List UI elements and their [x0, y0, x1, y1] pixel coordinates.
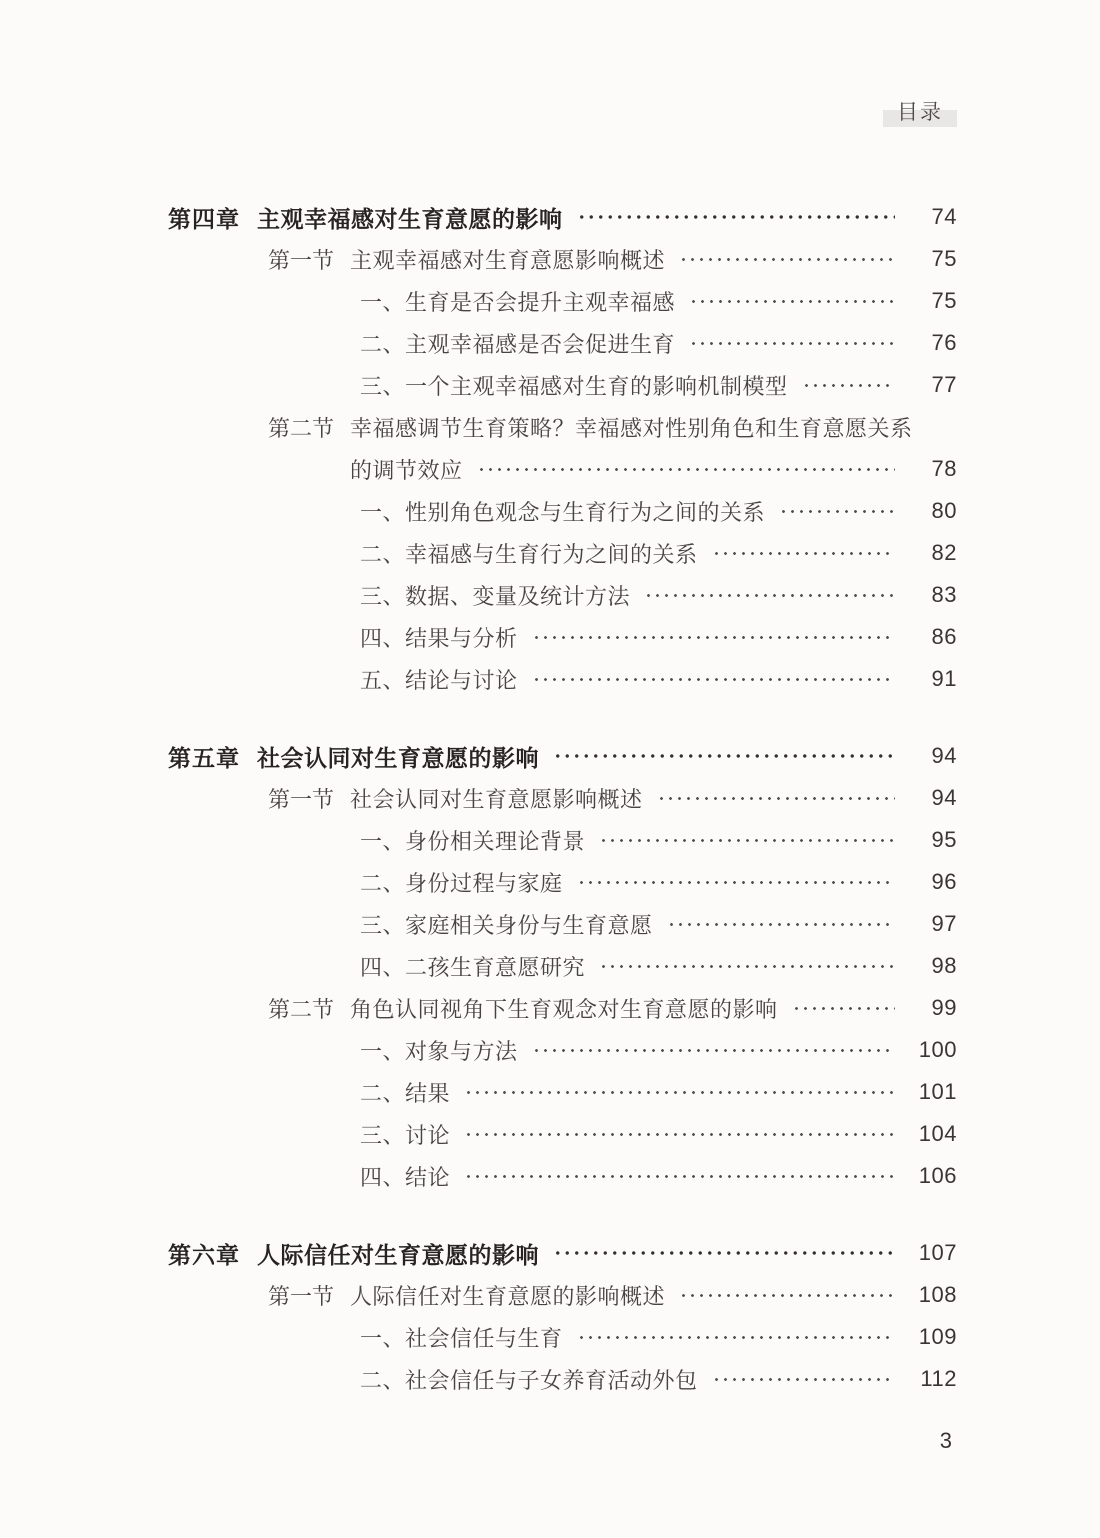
dot-leader [644, 574, 895, 616]
toc-row-item [168, 1071, 957, 1113]
dot-leader [657, 777, 895, 819]
toc-row-section [168, 777, 957, 819]
toc-page-number: 106 [918, 1163, 957, 1188]
dot-leader [477, 448, 895, 490]
dot-leader [792, 987, 895, 1029]
toc-row-label: 第二节 [268, 415, 335, 441]
dot-leader [532, 1029, 895, 1071]
toc-row-title: 二、幸福感与生育行为之间的关系 [360, 541, 698, 567]
toc-row-section-head [168, 406, 957, 448]
running-head-bar [883, 101, 957, 127]
toc-row-item [168, 861, 957, 903]
toc-page-number: 94 [931, 743, 957, 768]
dot-leader [599, 819, 895, 861]
toc-row-title: 三、数据、变量及统计方法 [360, 583, 631, 609]
toc-row-title: 三、家庭相关身份与生育意愿 [360, 912, 653, 938]
toc-row-section [168, 1274, 957, 1316]
toc-page-number: 80 [931, 498, 957, 523]
toc-row-item [168, 490, 957, 532]
toc-row-item [168, 280, 957, 322]
toc-row-title: 二、社会信任与子女养育活动外包 [360, 1367, 698, 1393]
toc-row-label: 第一节 [268, 1283, 335, 1309]
toc-page-number: 97 [931, 911, 957, 936]
toc-row-title: 一、性别角色观念与生育行为之间的关系 [360, 499, 766, 525]
toc-page-number: 91 [931, 666, 957, 691]
toc-page-number: 96 [931, 869, 957, 894]
toc-row-item [168, 903, 957, 945]
toc-page-number: 78 [931, 456, 957, 481]
toc-row-label: 第四章 [168, 206, 240, 232]
toc-row-title: 四、二孩生育意愿研究 [360, 954, 586, 980]
toc-row-title: 四、结论 [360, 1164, 451, 1190]
toc-row-title: 人际信任对生育意愿的影响 [257, 1242, 539, 1268]
toc-row-continuation [168, 448, 957, 490]
toc-row-title: 角色认同视角下生育观念对生育意愿的影响 [350, 996, 778, 1022]
toc-row-item [168, 574, 957, 616]
toc-page-number: 75 [931, 246, 957, 271]
toc-row-item [168, 1113, 957, 1155]
toc-row-section [168, 238, 957, 280]
dot-leader [553, 1232, 895, 1274]
toc-page-number: 95 [931, 827, 957, 852]
toc-row-item [168, 819, 957, 861]
toc-row-chapter [168, 196, 957, 238]
toc-row-chapter [168, 1232, 957, 1274]
running-head-label: 目录 [897, 101, 943, 124]
toc-row-label: 第二节 [268, 996, 335, 1022]
toc-row-title: 人际信任对生育意愿的影响概述 [350, 1283, 666, 1309]
toc-row-title: 主观幸福感对生育意愿的影响 [257, 206, 563, 232]
toc-row-title: 主观幸福感对生育意愿影响概述 [350, 247, 666, 273]
toc-page-number: 107 [918, 1240, 957, 1265]
toc-page-number: 101 [918, 1079, 957, 1104]
toc-page-number: 82 [931, 540, 957, 565]
dot-leader [712, 532, 895, 574]
toc-row-label: 第一节 [268, 247, 335, 273]
dot-leader [532, 616, 895, 658]
toc-row-title: 社会认同对生育意愿影响概述 [350, 786, 643, 812]
toc-row-item [168, 322, 957, 364]
toc-row-item [168, 532, 957, 574]
dot-leader [689, 322, 895, 364]
toc-row-title: 二、身份过程与家庭 [360, 870, 563, 896]
toc-row-item [168, 364, 957, 406]
toc-page-number: 83 [931, 582, 957, 607]
dot-leader [553, 735, 895, 777]
toc-row-item [168, 1155, 957, 1197]
dot-leader [577, 196, 896, 238]
toc-row-section [168, 987, 957, 1029]
dot-leader [689, 280, 895, 322]
toc-page-number: 76 [931, 330, 957, 355]
dot-leader [779, 490, 895, 532]
toc-row-title: 三、讨论 [360, 1122, 451, 1148]
toc-page-number: 86 [931, 624, 957, 649]
toc-row-item [168, 1316, 957, 1358]
toc-page-number: 75 [931, 288, 957, 313]
dot-leader [577, 861, 895, 903]
toc-row-label: 第五章 [168, 745, 240, 771]
dot-leader [667, 903, 895, 945]
dot-leader [464, 1071, 895, 1113]
dot-leader [599, 945, 895, 987]
toc-row-title: 三、一个主观幸福感对生育的影响机制模型 [360, 373, 788, 399]
dot-leader [802, 364, 895, 406]
dot-leader [577, 1316, 895, 1358]
page-number-folio: 3 [939, 1428, 952, 1453]
toc-row-label: 第一节 [268, 786, 335, 812]
toc-row-title: 幸福感调节生育策略？幸福感对性别角色和生育意愿关系 [350, 415, 913, 441]
toc-row-item [168, 616, 957, 658]
toc-page-number: 94 [931, 785, 957, 810]
toc-row-title: 二、结果 [360, 1080, 451, 1106]
toc-row-title: 一、身份相关理论背景 [360, 828, 586, 854]
toc-page-number: 98 [931, 953, 957, 978]
toc-row-title: 二、主观幸福感是否会促进生育 [360, 331, 676, 357]
toc-page-number: 104 [918, 1121, 957, 1146]
toc-page-number: 108 [918, 1282, 957, 1307]
toc-row-title: 五、结论与讨论 [360, 667, 518, 693]
toc-row-item [168, 1358, 957, 1400]
toc-page-number: 112 [920, 1366, 957, 1391]
toc-page-number: 77 [931, 372, 957, 397]
dot-leader [679, 238, 895, 280]
dot-leader [532, 658, 895, 700]
dot-leader [679, 1274, 895, 1316]
toc-row-item [168, 945, 957, 987]
dot-leader [712, 1358, 895, 1400]
toc-row-title: 的调节效应 [350, 457, 463, 483]
toc-row-title: 四、结果与分析 [360, 625, 518, 651]
toc-row-label: 第六章 [168, 1242, 240, 1268]
toc-list [168, 196, 957, 1400]
dot-leader [464, 1113, 895, 1155]
toc-page-number: 100 [918, 1037, 957, 1062]
toc-row-title: 一、生育是否会提升主观幸福感 [360, 289, 676, 315]
toc-row-chapter [168, 735, 957, 777]
toc-row-item [168, 1029, 957, 1071]
toc-row-title: 一、对象与方法 [360, 1038, 518, 1064]
toc-row-title: 社会认同对生育意愿的影响 [257, 745, 539, 771]
toc-page-number: 74 [931, 204, 957, 229]
dot-leader [464, 1155, 895, 1197]
toc-page-number: 99 [931, 995, 957, 1020]
toc-page-number: 109 [918, 1324, 957, 1349]
toc-row-title: 一、社会信任与生育 [360, 1325, 563, 1351]
toc-row-item [168, 658, 957, 700]
